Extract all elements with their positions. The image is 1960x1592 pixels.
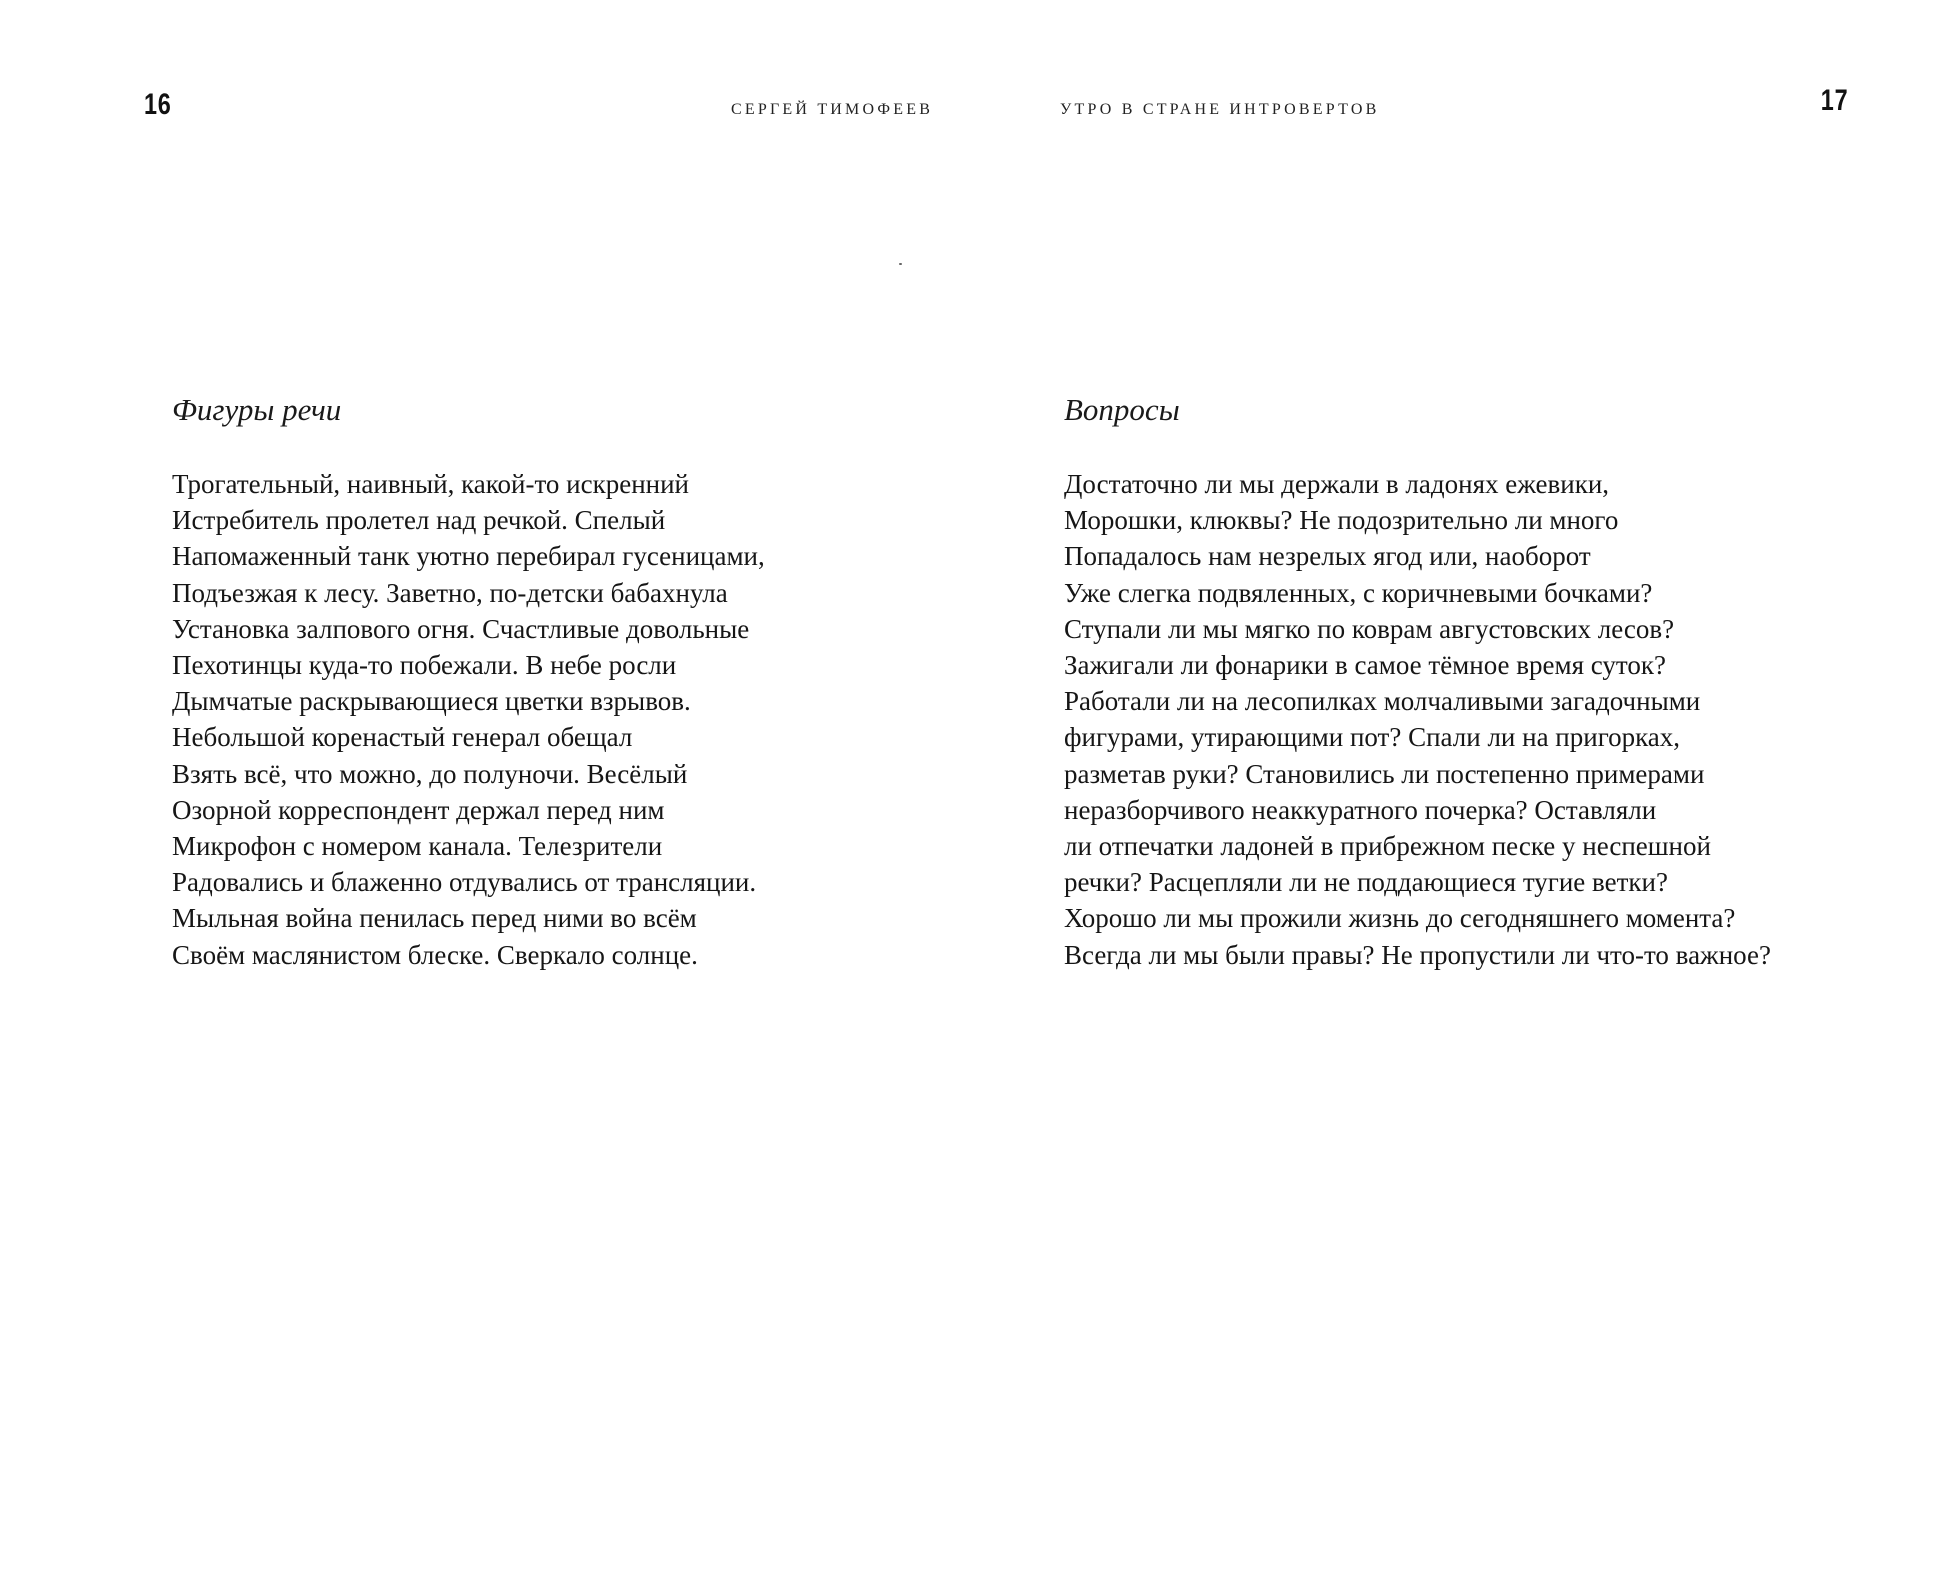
poem-line: Микрофон с номером канала. Телезрители — [172, 831, 663, 862]
poem-line: Истребитель пролетел над речкой. Спелый — [172, 505, 666, 536]
poem-line: Небольшой коренастый генерал обещал — [172, 722, 633, 753]
poem-line: Мыльная война пенилась перед ними во всём — [172, 903, 697, 934]
poem-line: Попадалось нам незрелых ягод или, наоборот — [1064, 541, 1591, 572]
poem-line: Своём маслянистом блеске. Сверкало солнце. — [172, 939, 698, 970]
poem-body — [172, 466, 765, 973]
poem-line: неразборчивого неаккуратного почерка? Оставляли — [1064, 794, 1657, 825]
poem-line: Озорной корреспондент держал перед ним — [172, 794, 665, 825]
poem-line: Достаточно ли мы держали в ладонях ежевики, — [1064, 469, 1610, 499]
poem-line: Работали ли на лесопилках молчаливыми загадочными — [1064, 686, 1701, 717]
poem-line: разметав руки? Становились ли постепенно примерами — [1064, 758, 1705, 789]
poem-line: Дымчатые раскрывающиеся цветки взрывов. — [172, 686, 691, 717]
poem-line: Ступали ли мы мягко по коврам августовских лесов? — [1064, 613, 1675, 644]
running-head-book-title: УТРО В СТРАНЕ ИНТРОВЕРТОВ — [1060, 101, 1380, 118]
poem-title: Фигуры речи — [172, 392, 342, 427]
poem-line: Радовались и блаженно отдувались от трансляции. — [172, 867, 757, 898]
poem-line: речки? Расцепляли ли не поддающиеся тугие ветки? — [1064, 867, 1668, 898]
poem-line: Зажигали ли фонарики в самое тёмное время суток? — [1064, 650, 1666, 681]
poem-left — [172, 392, 765, 973]
poem-line: Всегда ли мы были правы? Не пропустили ли что-то важное? — [1064, 939, 1771, 970]
poem-line: Пехотинцы куда-то побежали. В небе росли — [172, 650, 677, 681]
poem-line: ли отпечатки ладоней в прибрежном песке у неспешной — [1064, 831, 1711, 862]
poem-line: Хорошо ли мы прожили жизнь до сегодняшнего момента? — [1064, 903, 1736, 934]
poem-line: Напомаженный танк уютно перебирал гусеницами, — [172, 541, 765, 572]
page-number-right: 17 — [1820, 84, 1848, 117]
running-head-author: СЕРГЕЙ ТИМОФЕЕВ — [731, 101, 934, 118]
poem-line: фигурами, утирающими пот? Спали ли на пригорках, — [1064, 722, 1681, 753]
poem-right — [1064, 392, 1771, 973]
print-speck — [899, 263, 902, 265]
poem-body — [1064, 466, 1771, 973]
poem-title: Вопросы — [1064, 392, 1180, 427]
poem-line: Морошки, клюквы? Не подозрительно ли много — [1064, 505, 1619, 536]
page-number-left: 16 — [144, 88, 172, 121]
poem-line: Установка залпового огня. Счастливые довольные — [172, 613, 750, 644]
poem-line: Уже слегка подвяленных, с коричневыми бочками? — [1064, 577, 1653, 608]
poem-line: Взять всё, что можно, до полуночи. Весёлый — [172, 758, 688, 789]
poem-line: Трогательный, наивный, какой-то искренний — [172, 469, 690, 499]
poem-line: Подъезжая к лесу. Заветно, по-детски бабахнула — [172, 577, 728, 608]
